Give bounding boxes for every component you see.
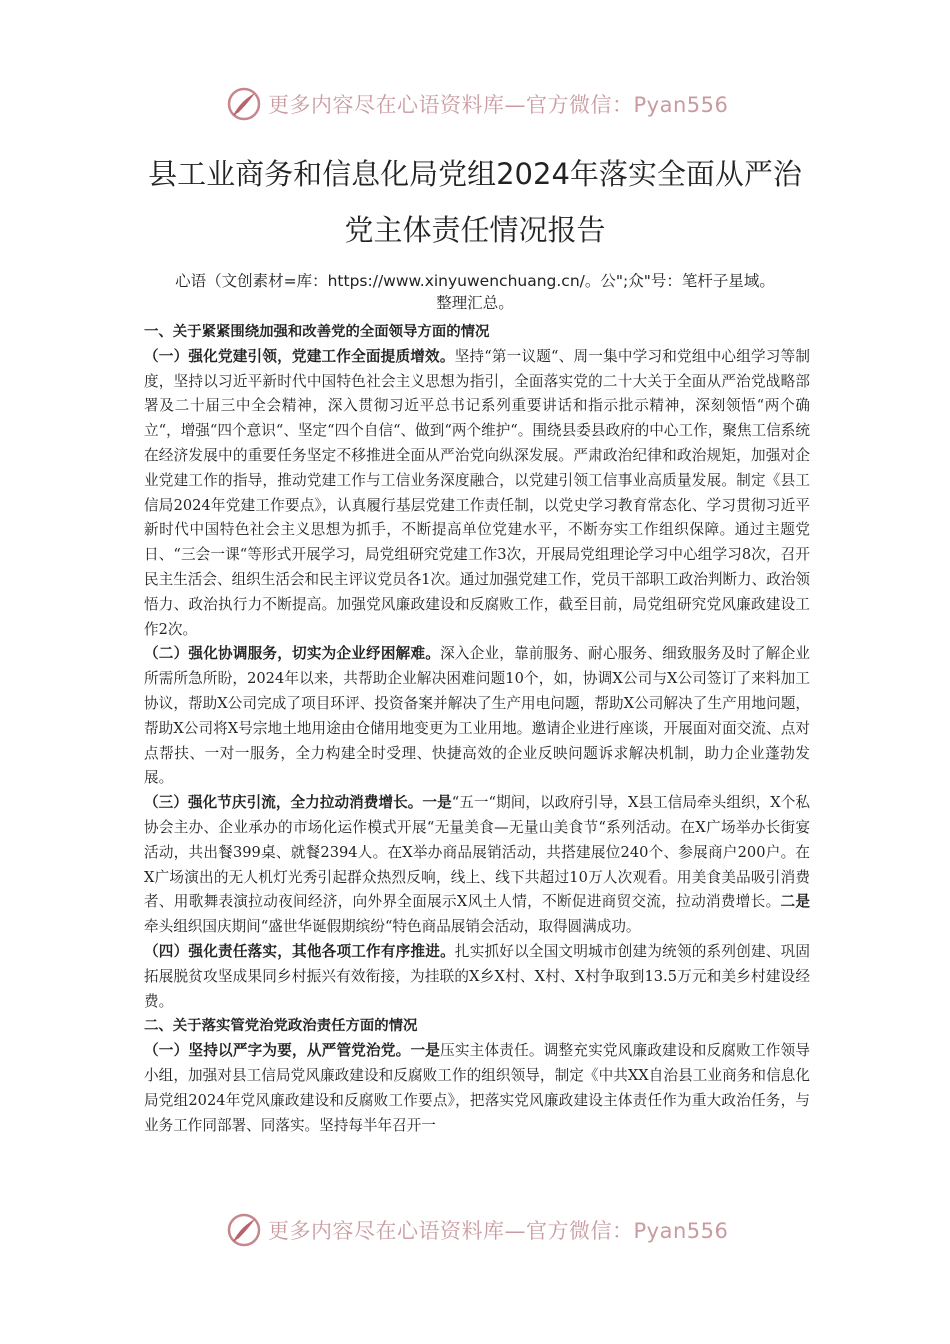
paragraph-5-text: 压实主体责任。调整充实党风廉政建设和反腐败工作领导小组，加强对县工信局党风廉政建设和反腐败工作的组织领导，制定《中共XX自治县工业商务和信息化局党组2024年党风廉政建设和反腐败工作要点》，把落实党风廉政建设主体责任作为重大政治任务，与业务工作同部署、同落实。坚持每半年召开一 <box>144 1042 810 1134</box>
quill-logo-icon <box>226 86 262 122</box>
paragraph-1-lead: （一）强化党建引领，党建工作全面提质增效。 <box>144 347 455 365</box>
wechat-id: Pyan556 <box>633 1219 729 1243</box>
paragraph-2-text: 深入企业，靠前服务、耐心服务、细致服务及时了解企业所需所急所盼，2024年以来，共帮助企业解决困难问题10个，如，协调X公司与X公司签订了来料加工协议，帮助X公司完成了项目环评、投资备案并解决了生产用电问题，帮助X公司解决了生产用地问题，帮助X公司将X号宗地土地用途由仓储用地变更为工业用地。邀请企业进行座谈，开展面对面交流、点对点帮扶、一对一服务，全力构建全时受理、快捷高效的企业反映问题诉求解决机制，助力企业蓬勃发展。 <box>144 645 810 787</box>
section-1-heading: 一、关于紧紧围绕加强和改善党的全面领导方面的情况 <box>144 324 490 340</box>
paragraph-3-keyword-2: 二是 <box>780 893 810 911</box>
title-line-2: 党主体责任情况报告 <box>344 213 606 247</box>
source-note <box>140 270 810 314</box>
source-line-2: 整理汇总。 <box>436 294 514 312</box>
document-title <box>100 146 850 258</box>
banner-text: 更多内容尽在心语资料库—官方微信：Pyan556 <box>268 93 729 117</box>
header-banner <box>226 82 728 126</box>
document-body <box>144 320 810 1138</box>
wechat-id: Pyan556 <box>633 93 729 117</box>
paragraph-1 <box>144 345 810 643</box>
paragraph-4-lead: （四）强化责任落实，其他各项工作有序推进。 <box>144 942 455 960</box>
title-line-1: 县工业商务和信息化局党组2024年落实全面从严治 <box>148 157 802 191</box>
section-2-heading: 二、关于落实管党治党政治责任方面的情况 <box>144 1018 418 1035</box>
paragraph-4-text: 扎实抓好以全国文明城市创建为统领的系列创建、巩固拓展脱贫攻坚成果同乡村振兴有效衔接，为挂联的X乡X村、X村、X村争取到13.5万元和美乡村建设经费。 <box>144 942 810 1010</box>
paragraph-5-lead: （一）坚持以严字为要，从严管党治党。 <box>144 1042 411 1060</box>
source-line-1: 心语（文创素材=库：https://www.xinyuwenchuang.cn/。公";众"号：笔杆子星域。 <box>175 272 775 290</box>
footer-banner <box>226 1208 728 1252</box>
quill-logo-icon <box>226 1212 262 1248</box>
paragraph-4 <box>144 940 810 1014</box>
paragraph-3 <box>144 791 810 940</box>
paragraph-1-text: 坚持“第一议题“、周一集中学习和党组中心组学习等制度，坚持以习近平新时代中国特色社会主义思想为指引，全面落实党的二十大关于全面从严治党战略部署及二十届三中全会精神，深入贯彻习近平总书记系列重要讲话和指示批示精神，深刻领悟“两个确立“，增强“四个意识“、坚定“四个自信“、做到“两个维护“。围绕县委县政府的中心工作，聚焦工信系统在经济发展中的重要任务坚定不移推进全面从严治党向纵深发展。严肃政治纪律和政治规矩，加强对企业党建工作的指导，推动党建工作与工信业务深度融合，以党建引领工信事业高质量发展。制定《县工信局2024年党建工作要点》，认真履行基层党建工作责任制，以党史学习教育常态化、学习贯彻习近平新时代中国特色社会主义思想为抓手，不断提高单位党建水平，不断夯实工作组织保障。通过主题党日、“三会一课“等形式开展学习，局党组研究党建工作3次，开展局党组理论学习中心组学习8次，召开民主生活会、组织生活会和民主评议党员各1次。通过加强党建工作，党员干部职工政治判断力、政治领悟力、政治执行力不断提高。加强党风廉政建设和反腐败工作，截至目前，局党组研究党风廉政建设工作2次。 <box>144 347 811 638</box>
paragraph-5-keyword-1: 一是 <box>410 1042 441 1060</box>
paragraph-3-lead: （三）强化节庆引流，全力拉动消费增长。 <box>144 794 423 812</box>
paragraph-2 <box>144 642 810 791</box>
paragraph-3-keyword-1: 一是 <box>422 794 452 812</box>
paragraph-2-lead: （二）强化协调服务，切实为企业纾困解难。 <box>144 645 441 663</box>
paragraph-3-text-1: “五一“期间，以政府引导，X县工信局牵头组织，X个私协会主办、企业承办的市场化运作模式开展“无量美食—无量山美食节“系列活动。在X广场举办长街宴活动，共出餐399桌、就餐2394人。在X举办商品展销活动，共搭建展位240个、参展商户200户。在X广场演出的无人机灯光秀引起群众热烈反响，线上、线下共超过10万人次观看。用美食美品吸引消费者、用歌舞表演拉动夜间经济，向外界全面展示X风土人情，不断促进商贸交流，拉动消费增长。 <box>144 794 810 911</box>
banner-text: 更多内容尽在心语资料库—官方微信：Pyan556 <box>268 1219 729 1243</box>
paragraph-5 <box>144 1039 810 1138</box>
paragraph-3-text-2: 牵头组织国庆期间“盛世华诞假期缤纷“特色商品展销会活动，取得圆满成功。 <box>144 918 641 936</box>
